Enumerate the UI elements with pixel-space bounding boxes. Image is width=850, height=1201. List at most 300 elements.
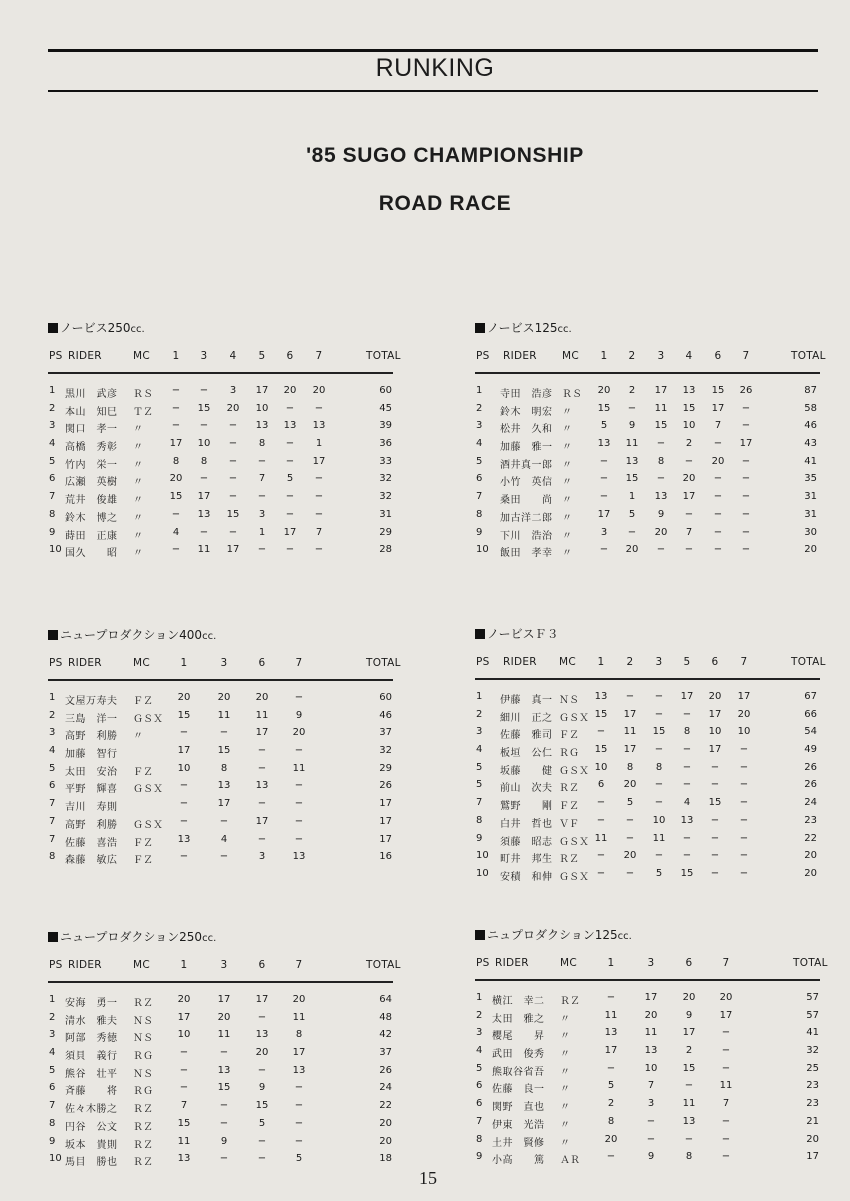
column-header-ps: PS bbox=[49, 350, 63, 362]
cell-race-points: − bbox=[285, 544, 295, 556]
table-row bbox=[48, 1029, 393, 1047]
cell-position: 9 bbox=[476, 526, 483, 538]
cell-race-points: − bbox=[684, 1080, 694, 1092]
cell-race-points: − bbox=[257, 455, 267, 467]
column-header-total: TOTAL bbox=[793, 957, 828, 969]
header-underline bbox=[48, 679, 393, 681]
table-row bbox=[475, 491, 820, 509]
table-row bbox=[48, 1082, 393, 1100]
cell-race-points: 13 bbox=[292, 851, 306, 863]
cell-race-points: 15 bbox=[217, 1082, 231, 1094]
cell-race-points: 15 bbox=[680, 867, 694, 879]
table-row bbox=[475, 691, 820, 709]
cell-machine: 〃 bbox=[133, 548, 143, 560]
cell-race-points: − bbox=[654, 779, 664, 791]
cell-race-points: − bbox=[294, 745, 304, 757]
cell-rider: 阿部 秀徳 bbox=[65, 1033, 118, 1045]
cell-rider: 小竹 英信 bbox=[500, 477, 553, 489]
cell-rider: 町井 邦生 bbox=[500, 854, 553, 866]
cell-race-points: − bbox=[606, 1062, 616, 1074]
cell-machine: ＲＧ bbox=[133, 1051, 153, 1063]
cell-race-points: 5 bbox=[258, 1117, 266, 1129]
cell-race-points: 20 bbox=[255, 692, 269, 703]
cell-position: 7 bbox=[49, 833, 56, 845]
cell-position: 5 bbox=[476, 455, 483, 467]
cell-total: 46 bbox=[379, 709, 392, 721]
cell-race-points: 5 bbox=[628, 508, 636, 520]
cell-machine: 〃 bbox=[562, 459, 572, 471]
cell-position: 8 bbox=[49, 508, 56, 520]
cell-machine: ＡＲ bbox=[560, 1155, 580, 1167]
cell-total: 41 bbox=[804, 455, 817, 467]
cell-race-points: 8 bbox=[657, 455, 665, 467]
cell-position: 10 bbox=[476, 850, 489, 862]
cell-race-points: 3 bbox=[229, 385, 237, 396]
cell-total: 26 bbox=[379, 780, 392, 792]
cell-race-points: 15 bbox=[682, 402, 696, 414]
cell-race-points: − bbox=[179, 798, 189, 810]
cell-race-points: 20 bbox=[654, 526, 668, 538]
cell-total: 31 bbox=[379, 508, 392, 520]
column-header-race: 1 bbox=[180, 959, 188, 971]
results-table bbox=[48, 994, 393, 1171]
cell-race-points: − bbox=[294, 833, 304, 845]
cell-rider: 細川 正之 bbox=[500, 712, 553, 724]
cell-race-points: 11 bbox=[682, 1098, 696, 1110]
cell-machine: 〃 bbox=[133, 731, 143, 743]
cell-position: 2 bbox=[476, 402, 483, 414]
cell-rider: 馬目 勝也 bbox=[65, 1157, 118, 1169]
cell-total: 25 bbox=[806, 1062, 819, 1074]
cell-position: 5 bbox=[476, 1062, 483, 1074]
cell-machine: ＲＺ bbox=[133, 998, 153, 1009]
column-header-race: 5 bbox=[258, 350, 266, 362]
cell-race-points: − bbox=[654, 691, 664, 702]
cell-machine: ＧＳＸ bbox=[559, 765, 589, 777]
cell-race-points: − bbox=[294, 815, 304, 827]
column-header-race: 7 bbox=[722, 957, 730, 969]
column-header-row bbox=[48, 350, 401, 364]
cell-race-points: 10 bbox=[594, 761, 608, 773]
cell-position: 4 bbox=[49, 745, 56, 757]
square-bullet-icon bbox=[475, 323, 485, 333]
cell-rider: 下川 浩治 bbox=[500, 530, 553, 542]
cell-race-points: − bbox=[314, 508, 324, 520]
cell-race-points: 7 bbox=[180, 1100, 188, 1112]
cell-rider: 伊東 光浩 bbox=[492, 1119, 545, 1131]
table-row bbox=[48, 798, 393, 816]
table-row bbox=[475, 1116, 820, 1134]
cell-machine: 〃 bbox=[560, 1119, 570, 1131]
cell-total: 60 bbox=[379, 692, 392, 703]
cell-rider: 森藤 敏広 bbox=[65, 855, 118, 867]
cell-total: 26 bbox=[804, 779, 817, 791]
cell-position: 10 bbox=[476, 867, 489, 879]
column-header-race: 6 bbox=[714, 350, 722, 362]
cell-position: 7 bbox=[49, 815, 56, 827]
cell-race-points: − bbox=[741, 544, 751, 556]
table-row bbox=[475, 868, 820, 886]
table-row bbox=[48, 385, 393, 403]
cell-rider: 前山 次夫 bbox=[500, 783, 553, 795]
cell-race-points: 20 bbox=[217, 692, 231, 703]
cell-total: 26 bbox=[379, 1064, 392, 1076]
cell-total: 45 bbox=[379, 402, 392, 414]
cell-race-points: − bbox=[654, 850, 664, 862]
cell-machine: 〃 bbox=[562, 406, 572, 418]
table-row bbox=[475, 473, 820, 491]
cell-race-points: − bbox=[285, 455, 295, 467]
cell-race-points: 17 bbox=[682, 491, 696, 503]
cell-position: 8 bbox=[476, 508, 483, 520]
column-header-ps: PS bbox=[49, 959, 63, 971]
cell-position: 1 bbox=[476, 992, 483, 1003]
cell-race-points: 2 bbox=[685, 438, 693, 450]
cell-position: 1 bbox=[476, 385, 483, 396]
cell-race-points: 10 bbox=[177, 1029, 191, 1041]
column-header-row bbox=[475, 957, 828, 971]
cell-race-points: 4 bbox=[683, 797, 691, 809]
column-header-race: 4 bbox=[229, 350, 237, 362]
cell-race-points: 15 bbox=[682, 1062, 696, 1074]
cell-race-points: − bbox=[596, 850, 606, 862]
cell-total: 57 bbox=[806, 1009, 819, 1021]
column-header-race: 7 bbox=[295, 959, 303, 971]
section-title bbox=[475, 926, 632, 943]
cell-machine: 〃 bbox=[560, 1084, 570, 1096]
cell-machine: 〃 bbox=[560, 1031, 570, 1043]
table-row bbox=[475, 815, 820, 833]
cell-rider: 板垣 公仁 bbox=[500, 748, 553, 760]
cell-position: 2 bbox=[49, 402, 56, 414]
cell-machine: ＮＳ bbox=[133, 1068, 153, 1080]
cell-race-points: 15 bbox=[226, 508, 240, 520]
cell-machine: ＧＳＸ bbox=[133, 713, 163, 725]
table-row bbox=[475, 1010, 820, 1028]
cell-race-points: 4 bbox=[172, 526, 180, 538]
cell-race-points: − bbox=[294, 692, 304, 703]
cell-race-points: 13 bbox=[217, 780, 231, 792]
cell-position: 7 bbox=[476, 1115, 483, 1127]
cell-total: 49 bbox=[804, 744, 817, 756]
cell-position: 4 bbox=[476, 744, 483, 756]
cell-position: 4 bbox=[476, 1045, 483, 1057]
cell-race-points: 26 bbox=[739, 385, 753, 396]
cell-total: 16 bbox=[379, 851, 392, 863]
cell-race-points: − bbox=[710, 867, 720, 879]
column-header-total: TOTAL bbox=[366, 959, 401, 971]
cell-race-points: 11 bbox=[255, 709, 269, 721]
cell-position: 3 bbox=[49, 727, 56, 739]
cell-position: 6 bbox=[49, 1082, 56, 1094]
table-row bbox=[475, 1027, 820, 1045]
column-header-rider: RIDER bbox=[68, 959, 102, 971]
table-row bbox=[475, 833, 820, 851]
section-cc-unit: cc. bbox=[202, 933, 217, 944]
header-underline bbox=[48, 981, 393, 983]
cell-total: 20 bbox=[379, 1117, 392, 1129]
cell-race-points: − bbox=[656, 544, 666, 556]
cell-machine: ＦＺ bbox=[133, 766, 153, 778]
cell-race-points: − bbox=[739, 850, 749, 862]
column-header-race: 6 bbox=[286, 350, 294, 362]
cell-race-points: 11 bbox=[197, 544, 211, 556]
cell-race-points: − bbox=[228, 473, 238, 485]
cell-rider: 安積 和伸 bbox=[500, 871, 553, 883]
column-header-race: 1 bbox=[600, 350, 608, 362]
cell-race-points: − bbox=[171, 385, 181, 396]
cell-rider: 広瀬 英樹 bbox=[65, 477, 118, 489]
cell-race-points: 13 bbox=[292, 1064, 306, 1076]
cell-race-points: 13 bbox=[255, 1029, 269, 1041]
section-name: ニュプロダクション125 bbox=[487, 928, 618, 942]
cell-race-points: − bbox=[171, 544, 181, 556]
cell-race-points: 5 bbox=[295, 1153, 303, 1165]
cell-race-points: − bbox=[314, 491, 324, 503]
column-header-ps: PS bbox=[49, 657, 63, 669]
cell-race-points: − bbox=[682, 761, 692, 773]
table-row bbox=[475, 1063, 820, 1081]
cell-race-points: − bbox=[741, 473, 751, 485]
cell-rider: 須貝 義行 bbox=[65, 1051, 118, 1063]
table-row bbox=[48, 438, 393, 456]
cell-race-points: 13 bbox=[312, 420, 326, 432]
cell-race-points: − bbox=[257, 833, 267, 845]
table-row bbox=[48, 692, 393, 710]
cell-race-points: 17 bbox=[177, 1011, 191, 1023]
cell-machine: ＧＳＸ bbox=[559, 712, 589, 724]
cell-race-points: − bbox=[682, 832, 692, 844]
column-header-mc: MC bbox=[559, 656, 576, 668]
column-header-race: 6 bbox=[258, 657, 266, 669]
cell-rider: 清水 雅夫 bbox=[65, 1015, 118, 1027]
cell-race-points: − bbox=[257, 1135, 267, 1147]
cell-race-points: 10 bbox=[652, 814, 666, 826]
cell-race-points: 17 bbox=[623, 744, 637, 756]
cell-total: 20 bbox=[804, 867, 817, 879]
cell-machine: ＮＳ bbox=[133, 1033, 153, 1045]
cell-total: 37 bbox=[379, 1047, 392, 1059]
cell-rider: 国久 昭 bbox=[65, 548, 118, 560]
table-row bbox=[475, 726, 820, 744]
header-underline bbox=[48, 372, 393, 374]
cell-machine: ＧＳＸ bbox=[559, 871, 589, 883]
table-row bbox=[475, 527, 820, 545]
cell-position: 10 bbox=[49, 1153, 62, 1165]
cell-race-points: 20 bbox=[682, 473, 696, 485]
cell-rider: 坂本 貴則 bbox=[65, 1139, 118, 1151]
cell-race-points: − bbox=[627, 402, 637, 414]
table-row bbox=[48, 1136, 393, 1154]
table-row bbox=[48, 403, 393, 421]
cell-rider: 高橋 秀彰 bbox=[65, 442, 118, 454]
cell-position: 2 bbox=[476, 708, 483, 720]
cell-race-points: 11 bbox=[654, 402, 668, 414]
cell-position: 3 bbox=[49, 1029, 56, 1041]
cell-race-points: − bbox=[684, 455, 694, 467]
cell-race-points: − bbox=[219, 815, 229, 827]
cell-race-points: − bbox=[710, 832, 720, 844]
cell-race-points: − bbox=[646, 1133, 656, 1145]
cell-machine: ＲＧ bbox=[133, 1086, 153, 1098]
cell-race-points: 10 bbox=[177, 762, 191, 774]
cell-race-points: − bbox=[228, 420, 238, 432]
square-bullet-icon bbox=[475, 629, 485, 639]
cell-race-points: 13 bbox=[255, 780, 269, 792]
cell-total: 23 bbox=[806, 1098, 819, 1110]
cell-race-points: 20 bbox=[312, 385, 326, 396]
cell-race-points: − bbox=[721, 1027, 731, 1039]
cell-race-points: − bbox=[199, 420, 209, 432]
cell-race-points: − bbox=[606, 992, 616, 1003]
cell-position: 1 bbox=[476, 691, 483, 702]
table-row bbox=[475, 744, 820, 762]
cell-total: 41 bbox=[806, 1027, 819, 1039]
cell-machine: ＲＳ bbox=[562, 389, 582, 400]
cell-machine: 〃 bbox=[133, 512, 143, 524]
cell-race-points: 13 bbox=[283, 420, 297, 432]
cell-race-points: − bbox=[721, 1133, 731, 1145]
cell-position: 8 bbox=[49, 1117, 56, 1129]
table-row bbox=[48, 473, 393, 491]
cell-total: 29 bbox=[379, 526, 392, 538]
cell-race-points: 20 bbox=[644, 1009, 658, 1021]
cell-position: 2 bbox=[49, 709, 56, 721]
cell-race-points: 7 bbox=[258, 473, 266, 485]
cell-rider: 荒井 俊雄 bbox=[65, 495, 118, 507]
cell-total: 35 bbox=[804, 473, 817, 485]
results-table bbox=[475, 385, 820, 562]
cell-total: 43 bbox=[804, 438, 817, 450]
table-row bbox=[475, 992, 820, 1010]
cell-total: 64 bbox=[379, 994, 392, 1005]
cell-rider: 加古洋二郎 bbox=[500, 512, 553, 524]
cell-race-points: 13 bbox=[625, 455, 639, 467]
cell-race-points: 2 bbox=[685, 1045, 693, 1057]
cell-race-points: 20 bbox=[177, 994, 191, 1005]
cell-race-points: − bbox=[710, 761, 720, 773]
cell-race-points: − bbox=[179, 815, 189, 827]
cell-race-points: 8 bbox=[220, 762, 228, 774]
cell-race-points: 11 bbox=[292, 1011, 306, 1023]
cell-race-points: 8 bbox=[685, 1151, 693, 1163]
cell-race-points: − bbox=[285, 438, 295, 450]
cell-machine: 〃 bbox=[133, 477, 143, 489]
column-header-total: TOTAL bbox=[791, 350, 826, 362]
column-header-mc: MC bbox=[560, 957, 577, 969]
cell-race-points: − bbox=[219, 1153, 229, 1165]
cell-race-points: − bbox=[684, 1133, 694, 1145]
cell-race-points: 2 bbox=[607, 1098, 615, 1110]
cell-race-points: 17 bbox=[711, 402, 725, 414]
column-header-ps: PS bbox=[476, 350, 490, 362]
table-row bbox=[475, 1080, 820, 1098]
cell-race-points: − bbox=[257, 1064, 267, 1076]
cell-total: 17 bbox=[379, 833, 392, 845]
cell-race-points: 17 bbox=[255, 385, 269, 396]
cell-position: 3 bbox=[49, 420, 56, 432]
column-header-total: TOTAL bbox=[366, 350, 401, 362]
column-header-race: 3 bbox=[220, 657, 228, 669]
cell-race-points: 13 bbox=[682, 1115, 696, 1127]
section-name: ノービス250 bbox=[60, 321, 131, 335]
cell-race-points: 15 bbox=[197, 402, 211, 414]
cell-race-points: 2 bbox=[628, 385, 636, 396]
cell-position: 5 bbox=[476, 761, 483, 773]
section-title bbox=[48, 626, 216, 643]
table-row bbox=[475, 420, 820, 438]
column-header-race: 3 bbox=[657, 350, 665, 362]
cell-race-points: 5 bbox=[626, 797, 634, 809]
cell-race-points: − bbox=[285, 402, 295, 414]
cell-rider: 本山 知巳 bbox=[65, 406, 118, 418]
cell-race-points: 6 bbox=[597, 779, 605, 791]
cell-race-points: 8 bbox=[655, 761, 663, 773]
cell-race-points: − bbox=[741, 508, 751, 520]
column-header-race: 7 bbox=[742, 350, 750, 362]
cell-rider: 太田 雅之 bbox=[492, 1013, 545, 1025]
column-header-rider: RIDER bbox=[503, 656, 537, 668]
cell-rider: 佐藤 雅司 bbox=[500, 730, 553, 742]
cell-race-points: 17 bbox=[719, 1009, 733, 1021]
table-row bbox=[48, 745, 393, 763]
cell-race-points: 8 bbox=[295, 1029, 303, 1041]
cell-race-points: 3 bbox=[258, 508, 266, 520]
cell-race-points: 11 bbox=[625, 438, 639, 450]
table-row bbox=[475, 1134, 820, 1152]
cell-race-points: − bbox=[721, 1115, 731, 1127]
cell-rider: 安海 勇一 bbox=[65, 998, 118, 1009]
cell-race-points: − bbox=[710, 779, 720, 791]
cell-machine: ＲＺ bbox=[559, 854, 579, 866]
cell-race-points: 13 bbox=[177, 833, 191, 845]
cell-rider: 蒔田 正康 bbox=[65, 530, 118, 542]
cell-race-points: 11 bbox=[594, 832, 608, 844]
cell-race-points: 10 bbox=[197, 438, 211, 450]
cell-position: 4 bbox=[49, 1047, 56, 1059]
cell-position: 3 bbox=[476, 1027, 483, 1039]
cell-race-points: 20 bbox=[625, 544, 639, 556]
cell-race-points: − bbox=[721, 1062, 731, 1074]
section-name: ニュープロダクション400 bbox=[60, 628, 203, 642]
table-row bbox=[48, 420, 393, 438]
table-row bbox=[475, 797, 820, 815]
cell-race-points: 9 bbox=[220, 1135, 228, 1147]
cell-race-points: − bbox=[682, 850, 692, 862]
cell-total: 20 bbox=[379, 1135, 392, 1147]
cell-race-points: − bbox=[625, 867, 635, 879]
cell-rider: 佐藤 喜浩 bbox=[65, 837, 118, 849]
cell-race-points: 20 bbox=[169, 473, 183, 485]
cell-race-points: 17 bbox=[226, 544, 240, 556]
table-row bbox=[475, 456, 820, 474]
cell-rider: 関野 直也 bbox=[492, 1102, 545, 1114]
column-header-row bbox=[475, 350, 826, 364]
cell-race-points: − bbox=[656, 473, 666, 485]
cell-machine: ＲＧ bbox=[559, 748, 579, 760]
table-row bbox=[48, 544, 393, 562]
cell-rider: 須藤 昭志 bbox=[500, 836, 553, 848]
cell-rider: 佐藤 良一 bbox=[492, 1084, 545, 1096]
cell-race-points: 17 bbox=[169, 438, 183, 450]
cell-position: 6 bbox=[476, 1080, 483, 1092]
section-title bbox=[475, 319, 572, 336]
cell-race-points: − bbox=[739, 797, 749, 809]
cell-rider: 土井 賢修 bbox=[492, 1137, 545, 1149]
cell-race-points: − bbox=[739, 814, 749, 826]
cell-total: 67 bbox=[804, 691, 817, 702]
cell-race-points: − bbox=[654, 708, 664, 720]
